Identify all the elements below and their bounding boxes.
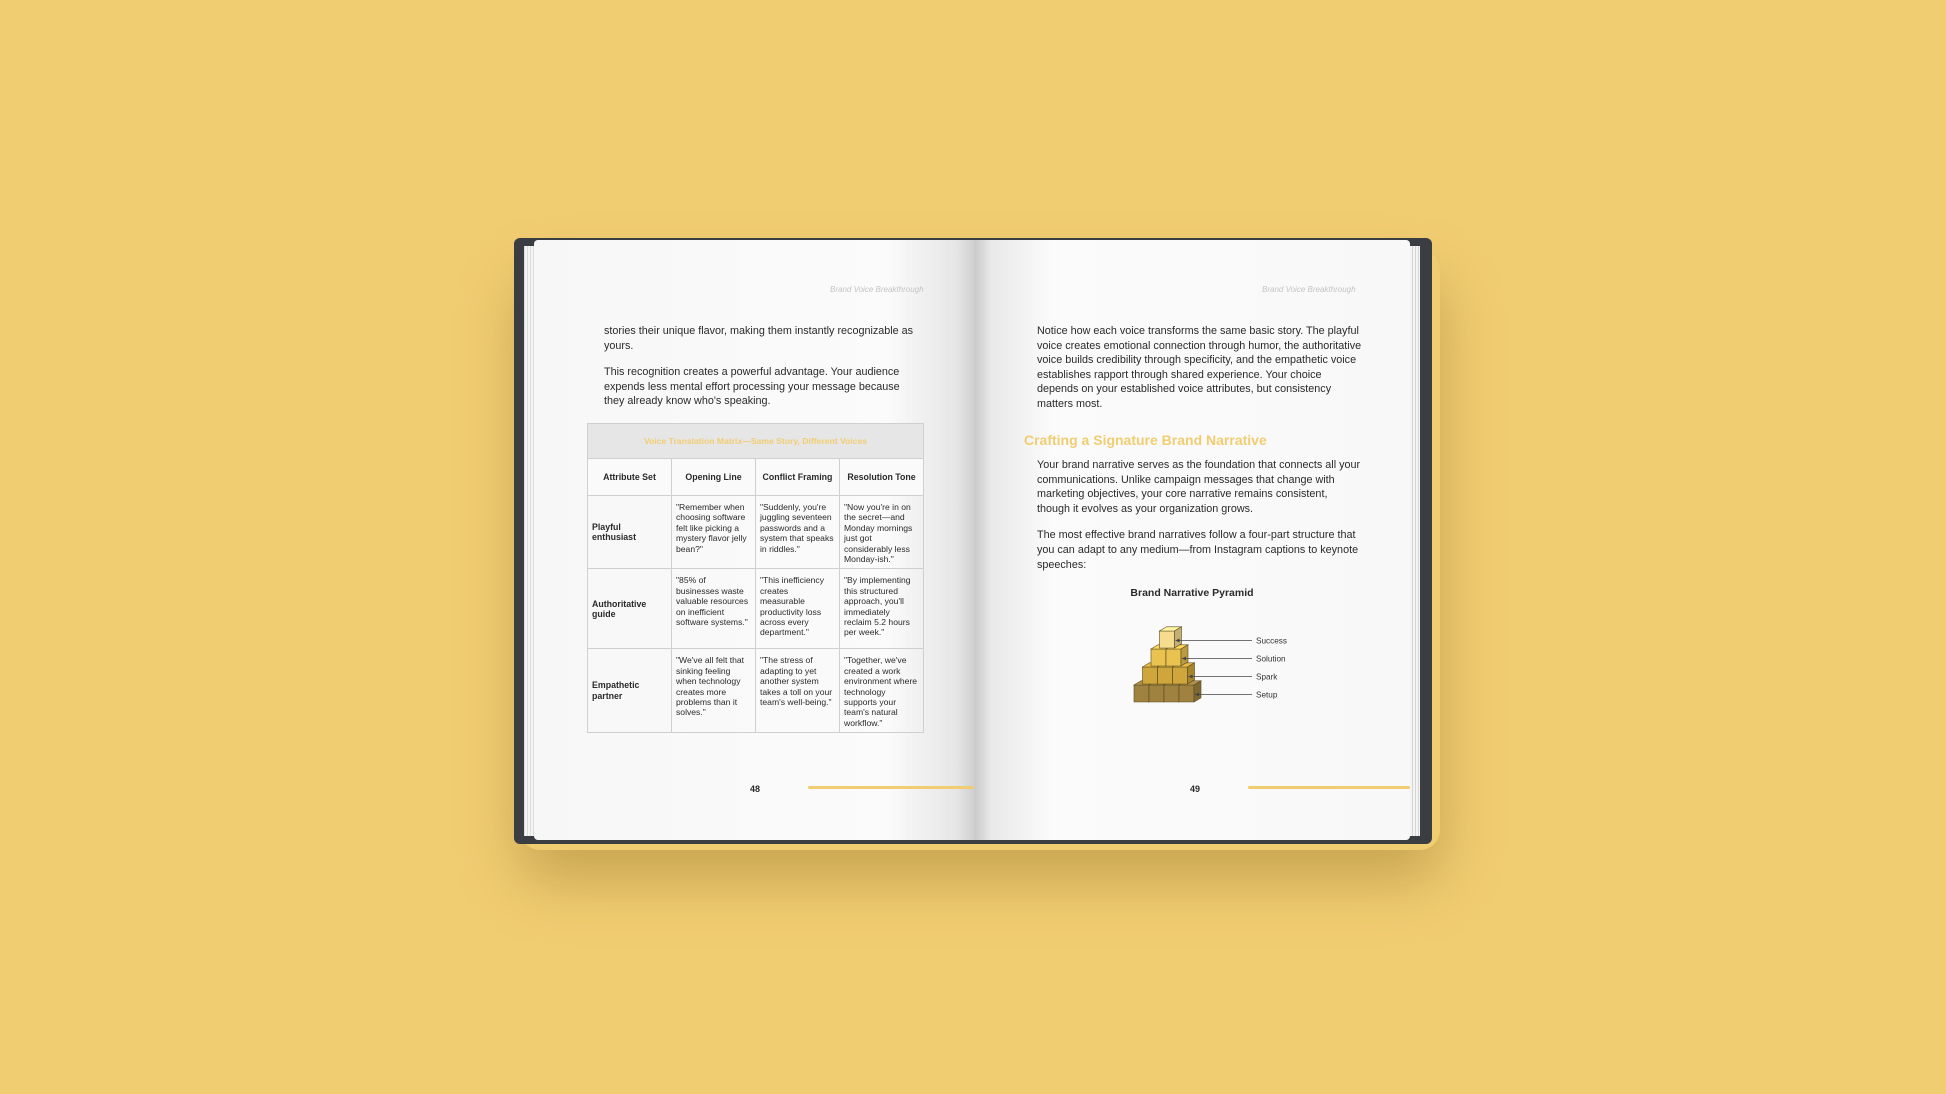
column-header: Resolution Tone — [840, 459, 924, 496]
conflict-cell: "This inefficiency creates measurable productivity loss across every department." — [756, 569, 840, 649]
column-header: Attribute Set — [588, 459, 672, 496]
table-row — [588, 496, 924, 569]
pyramid-level-label: Spark — [1256, 672, 1278, 682]
paragraph: This recognition creates a powerful advantage. Your audience expends less mental effort processing your message because they already know who's speaking. — [604, 366, 900, 408]
voice-translation-matrix — [587, 423, 924, 733]
table-caption: Voice Translation Matrix—Same Story, Different Voices — [588, 424, 924, 459]
attribute-cell: Playful enthusiast — [588, 496, 672, 569]
resolution-cell: "Together, we've created a work environment where technology supports your team's natural workflow." — [840, 649, 924, 733]
running-head: Brand Voice Breakthrough — [1262, 285, 1356, 294]
pyramid-cube — [1160, 627, 1182, 648]
attribute-cell: Authoritative guide — [588, 569, 672, 649]
pyramid-level-label: Setup — [1256, 690, 1278, 700]
paragraph: The most effective brand narratives follow a four-part structure that you can adapt to any medium—from Instagram captions to keynote speeches: — [1037, 529, 1359, 571]
opening-cell: "85% of businesses waste valuable resources on inefficient software systems." — [672, 569, 756, 649]
section-title: Crafting a Signature Brand Narrative — [1024, 432, 1267, 448]
conflict-cell: "The stress of adapting to yet another system takes a toll on your team's well-being." — [756, 649, 840, 733]
table-header-row — [588, 459, 924, 496]
accent-line — [808, 786, 974, 789]
running-head: Brand Voice Breakthrough — [830, 285, 924, 294]
page-edges-right — [1410, 246, 1420, 836]
pyramid-level-label: Solution — [1256, 654, 1286, 664]
right-intro-text — [1037, 324, 1363, 424]
table-row — [588, 649, 924, 733]
paragraph: Your brand narrative serves as the foundation that connects all your communications. Unlike campaign messages that change with marketing objectives, your core narrative remains consistent, though it evolves as your organization grows. — [1037, 459, 1361, 515]
paragraph: stories their unique flavor, making them instantly recognizable as yours. — [604, 325, 914, 352]
left-body-text — [604, 324, 916, 421]
pyramid-cubes — [1134, 627, 1201, 702]
left-page — [534, 240, 974, 840]
right-body-text — [1037, 458, 1363, 584]
opening-cell: "We've all felt that sinking feeling when technology creates more problems than it solves." — [672, 649, 756, 733]
paragraph: Notice how each voice transforms the same basic story. The playful voice creates emotional connection through humor, the authoritative voice builds credibility through specificity, and the empathetic voice establishes rapport through shared experience. Your choice depends on your established voice attributes, but consistency matters most. — [1037, 325, 1362, 410]
column-header: Opening Line — [672, 459, 756, 496]
resolution-cell: "Now you're in on the secret—and Monday mornings just got considerably less Monday-ish." — [840, 496, 924, 569]
figure-title: Brand Narrative Pyramid — [1130, 587, 1254, 599]
accent-line — [1248, 786, 1410, 789]
right-page — [974, 240, 1410, 840]
table-row — [588, 569, 924, 649]
conflict-cell: "Suddenly, you're juggling seventeen passwords and a system that speaks in riddles." — [756, 496, 840, 569]
opening-cell: "Remember when choosing software felt like picking a mystery flavor jelly bean?" — [672, 496, 756, 569]
brand-narrative-pyramid — [1102, 610, 1302, 720]
attribute-cell: Empathetic partner — [588, 649, 672, 733]
pyramid-level-label: Success — [1256, 636, 1287, 646]
page-number: 49 — [1190, 784, 1201, 794]
resolution-cell: "By implementing this structured approach, you'll immediately reclaim 5.2 hours per week." — [840, 569, 924, 649]
page-edges-left — [524, 246, 534, 836]
page-number: 48 — [750, 784, 761, 794]
column-header: Conflict Framing — [756, 459, 840, 496]
